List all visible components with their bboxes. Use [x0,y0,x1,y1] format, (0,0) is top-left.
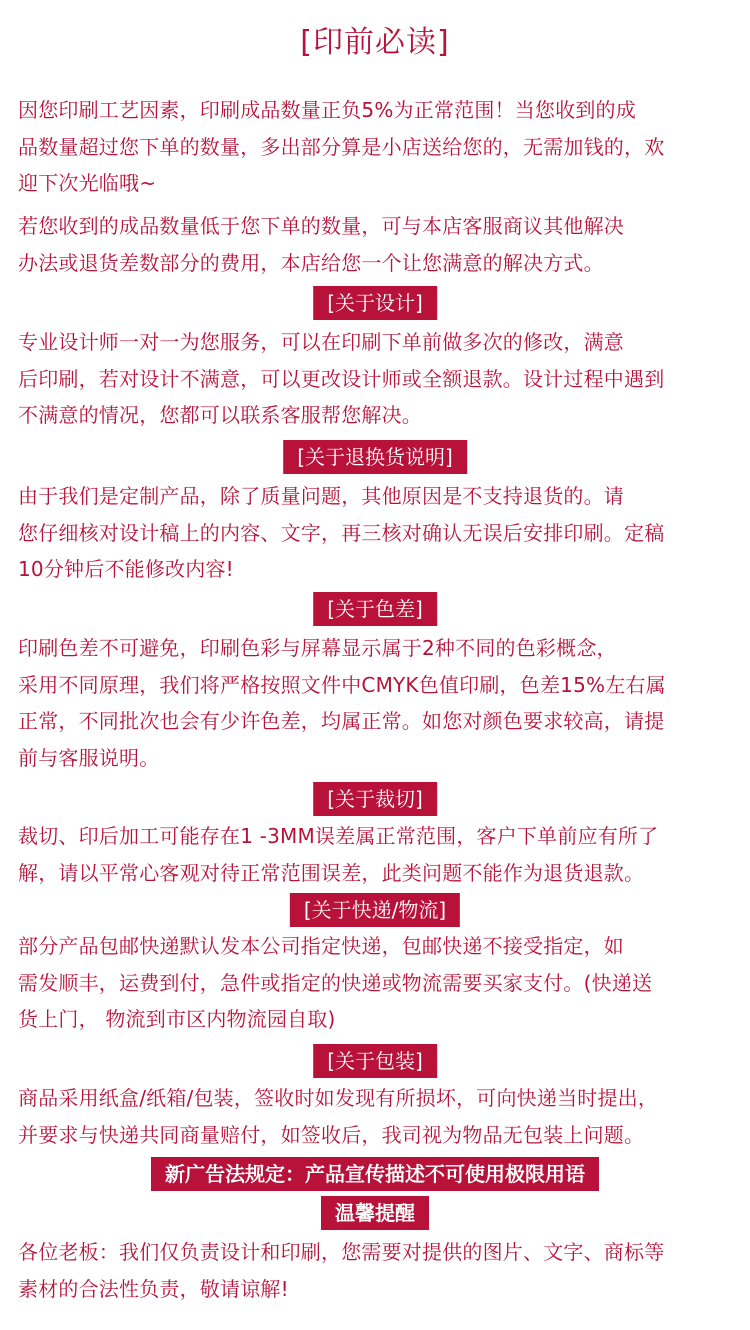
section-text-design: 专业设计师一对一为您服务，可以在印刷下单前做多次的修改，满意 后印刷，若对设计不满意，可以更改设计师或全额退款。设计过程中遇到 不满意的情况，您都可以联系客服帮您解决。 [18,330,665,427]
section-heading-packaging: [关于包装] [313,1044,437,1078]
section-heading-color-difference: [关于色差] [313,592,437,626]
section-text-returns: 由于我们是定制产品，除了质量问题，其他原因是不支持退货的。请 您仔细核对设计稿上的内容、文字，再三核对确认无误后安排印刷。定稿 10分钟后不能修改内容! [18,484,665,581]
section-heading-returns: [关于退换货说明] [283,440,467,474]
section-text-shipping: 部分产品包邮快递默认发本公司指定快递，包邮快递不接受指定，如 需发顺丰，运费到付，急件或指定的快递或物流需要买家支付。(快递送 货上门， 物流到市区内物流园自取) [18,934,653,1031]
intro-paragraph-shortage: 若您收到的成品数量低于您下单的数量，可与本店客服商议其他解决 办法或退货差数部分的费用，本店给您一个让您满意的解决方式。 [18,214,624,275]
section-heading-cutting: [关于裁切] [313,782,437,816]
warm-reminder-banner: 温馨提醒 [321,1196,429,1230]
ad-law-notice-banner: 新广告法规定：产品宣传描述不可使用极限用语 [151,1157,599,1191]
reminder-text: 各位老板：我们仅负责设计和印刷，您需要对提供的图片、文字、商标等 素材的合法性负责，敬请谅解! [18,1240,665,1301]
section-text-cutting: 裁切、印后加工可能存在1 -3MM误差属正常范围，客户下单前应有所了 解，请以平常心客观对待正常范围误差，此类问题不能作为退货退款。 [18,824,659,885]
section-text-packaging: 商品采用纸盒/纸箱/包装，签收时如发现有所损坏，可向快递当时提出， 并要求与快递共同商量赔付，如签收后，我司视为物品无包装上问题。 [18,1086,659,1147]
section-text-color-difference: 印刷色差不可避免，印刷色彩与屏幕显示属于2种不同的色彩概念， 采用不同原理，我们将严格按照文件中CMYK色值印刷，色差15%左右属 正常，不同批次也会有少许色差，均属正常。如您对颜色要求较高，请提 前与客服说明。 [18,636,666,770]
section-heading-shipping: [关于快递/物流] [290,893,460,927]
page-title: [印前必读] [300,25,450,60]
section-heading-design: [关于设计] [313,286,437,320]
intro-paragraph-quantity: 因您印刷工艺因素，印刷成品数量正负5%为正常范围！当您收到的成 品数量超过您下单的数量，多出部分算是小店送给您的，无需加钱的，欢 迎下次光临哦~ [18,98,665,195]
